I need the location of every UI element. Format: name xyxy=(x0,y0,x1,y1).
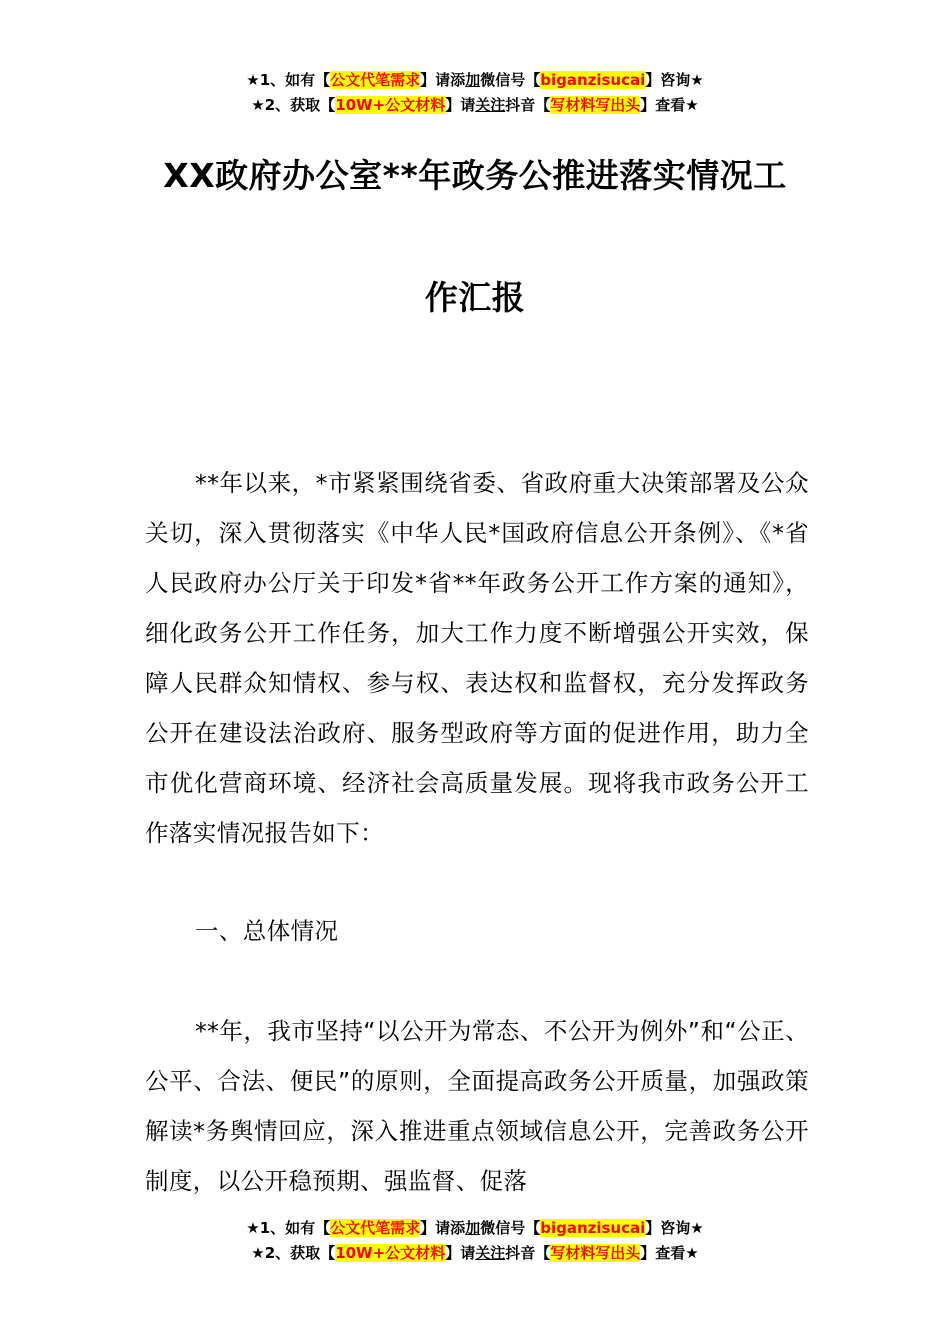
banner-text: ★1、如有【 xyxy=(246,1219,331,1237)
banner-text: 抖音【 xyxy=(505,1244,551,1262)
banner-text: 】请添 xyxy=(420,71,466,89)
banner-text: 】咨询★ xyxy=(645,71,704,89)
banner-text: 】查看★ xyxy=(640,96,699,114)
banner-text: 微信号【 xyxy=(480,1219,541,1237)
banner-line-2 xyxy=(0,93,950,118)
banner-line-1 xyxy=(0,1216,950,1241)
banner-highlight: 10W+公文材料 xyxy=(335,96,446,114)
banner-text: 】咨询★ xyxy=(645,1219,704,1237)
banner-text: ★2、获取【 xyxy=(251,1244,336,1262)
body-paragraph-1: **年以来，*市紧紧围绕省委、省政府重大决策部署及公众关切，深入贯彻落实《中华人民*国政府信息公开条例》、《*省人民政府办公厅关于印发*省**年政务公开工作方案的通知》，细化政务公开工作任务，加大工作力度不断增强公开实效，保障人民群众知情权、参与权、表达权和监督权，充分发挥政务公开在建设法治政府、服务型政府等方面的促进作用，助力全市优化营商环境、经济社会高质量发展。现将我市政务公开工作落实情况报告如下： xyxy=(145,469,809,847)
banner-text: 微信号【 xyxy=(480,71,541,89)
banner-text: ★1、如有【 xyxy=(246,71,331,89)
document-title-line-1: XX政府办公室**年政务公推进落实情况工 xyxy=(163,156,787,195)
banner-highlight: 公文代笔需求 xyxy=(330,1219,421,1237)
banner-text: ★2、获取【 xyxy=(251,96,336,114)
footer-banner xyxy=(0,1216,950,1266)
banner-text: 】请 xyxy=(445,1244,476,1262)
banner-text: 抖音【 xyxy=(505,96,551,114)
banner-line-2 xyxy=(0,1241,950,1266)
body-paragraph-2: **年，我市坚持“以公开为常态、不公开为例外”和“公正、公平、合法、便民”的原则，全面提高政务公开质量，加强政策解读*务舆情回应，深入推进重点领域信息公开，完善政务公开制度，以公开稳预期、强监督、促落 xyxy=(145,1017,809,1195)
section-heading-overall: 一、总体情况 xyxy=(195,917,339,945)
banner-text: 】请 xyxy=(445,96,476,114)
douyin-id-highlight: 写材料写出头 xyxy=(550,1244,641,1262)
banner-underlined-text: 关注 xyxy=(475,96,506,114)
document-title-line-2: 作汇报 xyxy=(424,278,526,317)
banner-text: 】请添 xyxy=(420,1219,466,1237)
header-banner xyxy=(0,68,950,118)
banner-underlined-text: 加 xyxy=(465,1219,481,1237)
banner-text: 】查看★ xyxy=(640,1244,699,1262)
banner-highlight: 公文代笔需求 xyxy=(330,71,421,89)
banner-underlined-text: 关注 xyxy=(475,1244,506,1262)
wechat-id-highlight: biganzisucai xyxy=(540,71,646,89)
banner-line-1 xyxy=(0,68,950,93)
douyin-id-highlight: 写材料写出头 xyxy=(550,96,641,114)
banner-highlight: 10W+公文材料 xyxy=(335,1244,446,1262)
banner-underlined-text: 加 xyxy=(465,71,481,89)
wechat-id-highlight: biganzisucai xyxy=(540,1219,646,1237)
